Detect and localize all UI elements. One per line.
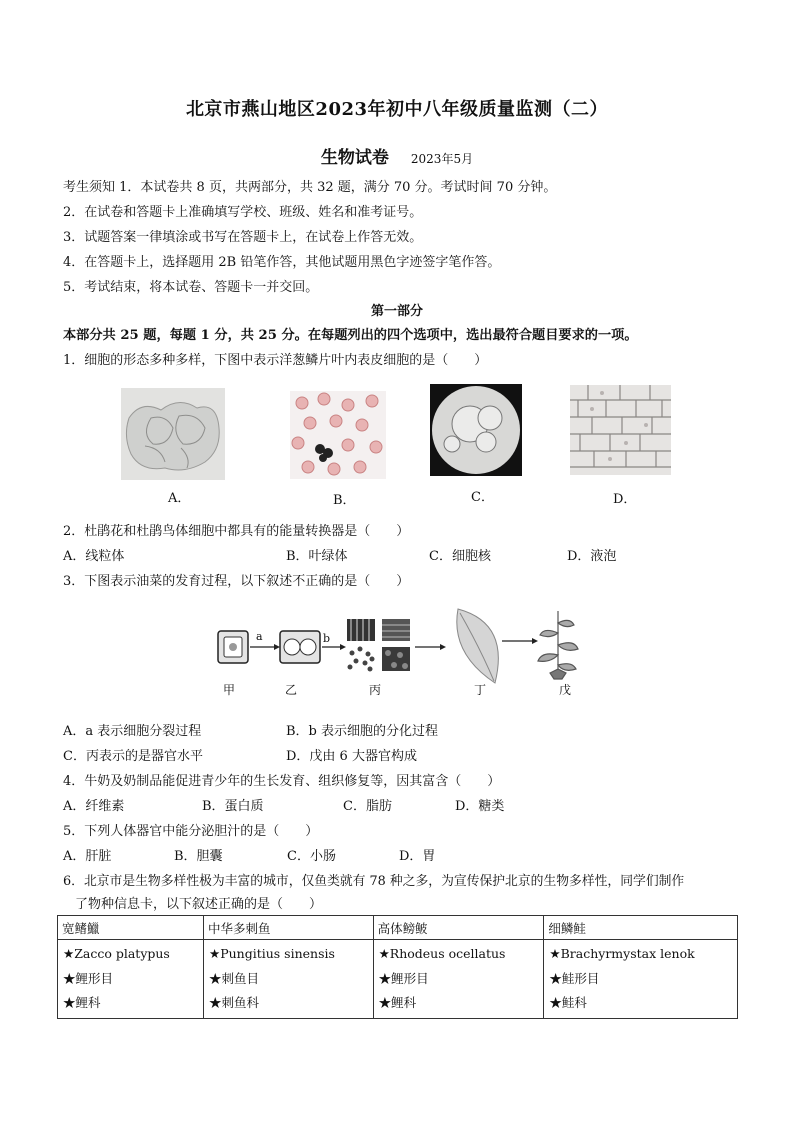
question-4-stem: 4．牛奶及奶制品能促进青少年的生长发育、组织修复等，因其富含（ ） (63, 774, 501, 789)
cell-image-b (290, 391, 386, 479)
stage-label-bing: 丙 (369, 683, 382, 697)
table-row (58, 940, 738, 1019)
notice-line-4: 4．在答题卡上，选择题用 2B 铅笔作答，其他试题用黑色字迹签字笔作答。 (63, 255, 501, 270)
question-6-stem-line-1: 6．北京市是生物多样性极为丰富的城市，仅鱼类就有 78 种之多，为宣传保护北京的生物多样性，同学们制作 (63, 874, 685, 889)
scientific-name: ★Pungitius sinensis (208, 946, 335, 961)
family-name: ★刺鱼科 (208, 995, 259, 1010)
order-name: ★刺鱼目 (208, 970, 259, 986)
stage-label-wu: 戊 (559, 683, 572, 697)
cell-image-a (121, 388, 225, 480)
arrow-label-b: b (323, 632, 331, 645)
family-name: ★鲑科 (549, 995, 587, 1010)
cell-image-d (570, 385, 671, 475)
question-5-stem: 5．下列人体器官中能分泌胆汁的是（ ） (63, 824, 319, 839)
notice-line-5: 5．考试结束，将本试卷、答题卡一并交回。 (63, 280, 319, 295)
order-name: ★鲤形目 (378, 970, 429, 986)
question-3-stem: 3．下图表示油菜的发育过程，以下叙述不正确的是（ ） (63, 574, 410, 589)
q3-option-d: D．戊由 6 大器官构成 (286, 749, 417, 764)
q2-option-c: C．细胞核 (429, 549, 491, 564)
q3-option-c: C．丙表示的是器官水平 (63, 749, 203, 764)
stage-label-ding: 丁 (474, 683, 487, 697)
family-name: ★鲤科 (63, 995, 101, 1010)
page-title: 北京市燕山地区2023年初中八年级质量监测（二） (185, 99, 609, 120)
species-info-table (57, 915, 738, 1019)
family-name: ★鲤科 (378, 995, 417, 1010)
part-heading: 第一部分 (370, 304, 423, 319)
question-6-stem-line-2: 了物种信息卡，以下叙述正确的是（ ） (75, 897, 323, 912)
table-header-cell: 细鳞鲑 (544, 916, 738, 940)
species-card-3 (373, 940, 544, 1019)
q5-option-a: A．肝脏 (63, 849, 112, 864)
question-2-stem: 2．杜鹃花和杜鹃鸟体细胞中都具有的能量转换器是（ ） (63, 524, 410, 539)
cell-image-c (430, 384, 522, 476)
q2-option-b: B．叶绿体 (286, 549, 348, 564)
order-name: ★鲤形目 (63, 970, 114, 986)
q2-option-a: A．线粒体 (63, 549, 125, 564)
table-header-cell: 中华多刺鱼 (203, 916, 373, 940)
notice-line-3: 3．试题答案一律填涂或书写在答题卡上，在试卷上作答无效。 (63, 230, 423, 245)
part-instruction: 本部分共 25 题，每题 1 分，共 25 分。在每题列出的四个选项中，选出最符合题目要求的一项。 (63, 328, 638, 343)
subject-title: 生物试卷 (320, 148, 389, 168)
option-label-c: C． (471, 490, 494, 505)
subject-line (0, 143, 794, 168)
q3-option-b: B．b 表示细胞的分化过程 (286, 724, 439, 739)
arrow-label-a: a (256, 630, 263, 643)
q4-option-d: D．糖类 (455, 799, 505, 814)
exam-date: 2023年5月 (410, 152, 474, 166)
table-header-cell: 宽鳍鱲 (58, 916, 204, 940)
species-card-4 (544, 940, 738, 1019)
table-header-cell: 高体鳑鲏 (373, 916, 544, 940)
species-card-1 (58, 940, 204, 1019)
scientific-name: ★Brachyrmystax lenok (549, 946, 695, 961)
order-name: ★鲑形目 (549, 970, 600, 986)
stage-label-yi: 乙 (285, 683, 298, 697)
option-label-d: D． (613, 492, 637, 507)
table-header-row (58, 916, 738, 940)
development-diagram (210, 603, 590, 688)
question-1-stem: 1．细胞的形态多种多样，下图中表示洋葱鳞片叶内表皮细胞的是（ ） (63, 353, 488, 368)
q4-option-a: A．纤维素 (63, 799, 125, 814)
q5-option-b: B．胆囊 (174, 849, 223, 864)
option-label-b: B． (333, 493, 356, 508)
stage-label-jia: 甲 (223, 683, 236, 697)
q5-option-c: C．小肠 (287, 849, 336, 864)
q5-option-d: D．胃 (399, 849, 436, 864)
notice-line-1: 考生须知 1．本试卷共 8 页，共两部分，共 32 题，满分 70 分。考试时间 70 分钟。 (63, 180, 557, 195)
notice-line-2: 2．在试卷和答题卡上准确填写学校、班级、姓名和准考证号。 (63, 205, 423, 220)
species-card-2 (203, 940, 373, 1019)
q3-option-a: A．a 表示细胞分裂过程 (63, 724, 202, 739)
q4-option-c: C．脂肪 (343, 799, 392, 814)
scientific-name: ★Rhodeus ocellatus (378, 946, 506, 961)
option-label-a: A． (168, 491, 191, 506)
scientific-name: ★Zacco platypus (63, 946, 170, 961)
q4-option-b: B．蛋白质 (202, 799, 264, 814)
q2-option-d: D．液泡 (567, 549, 617, 564)
